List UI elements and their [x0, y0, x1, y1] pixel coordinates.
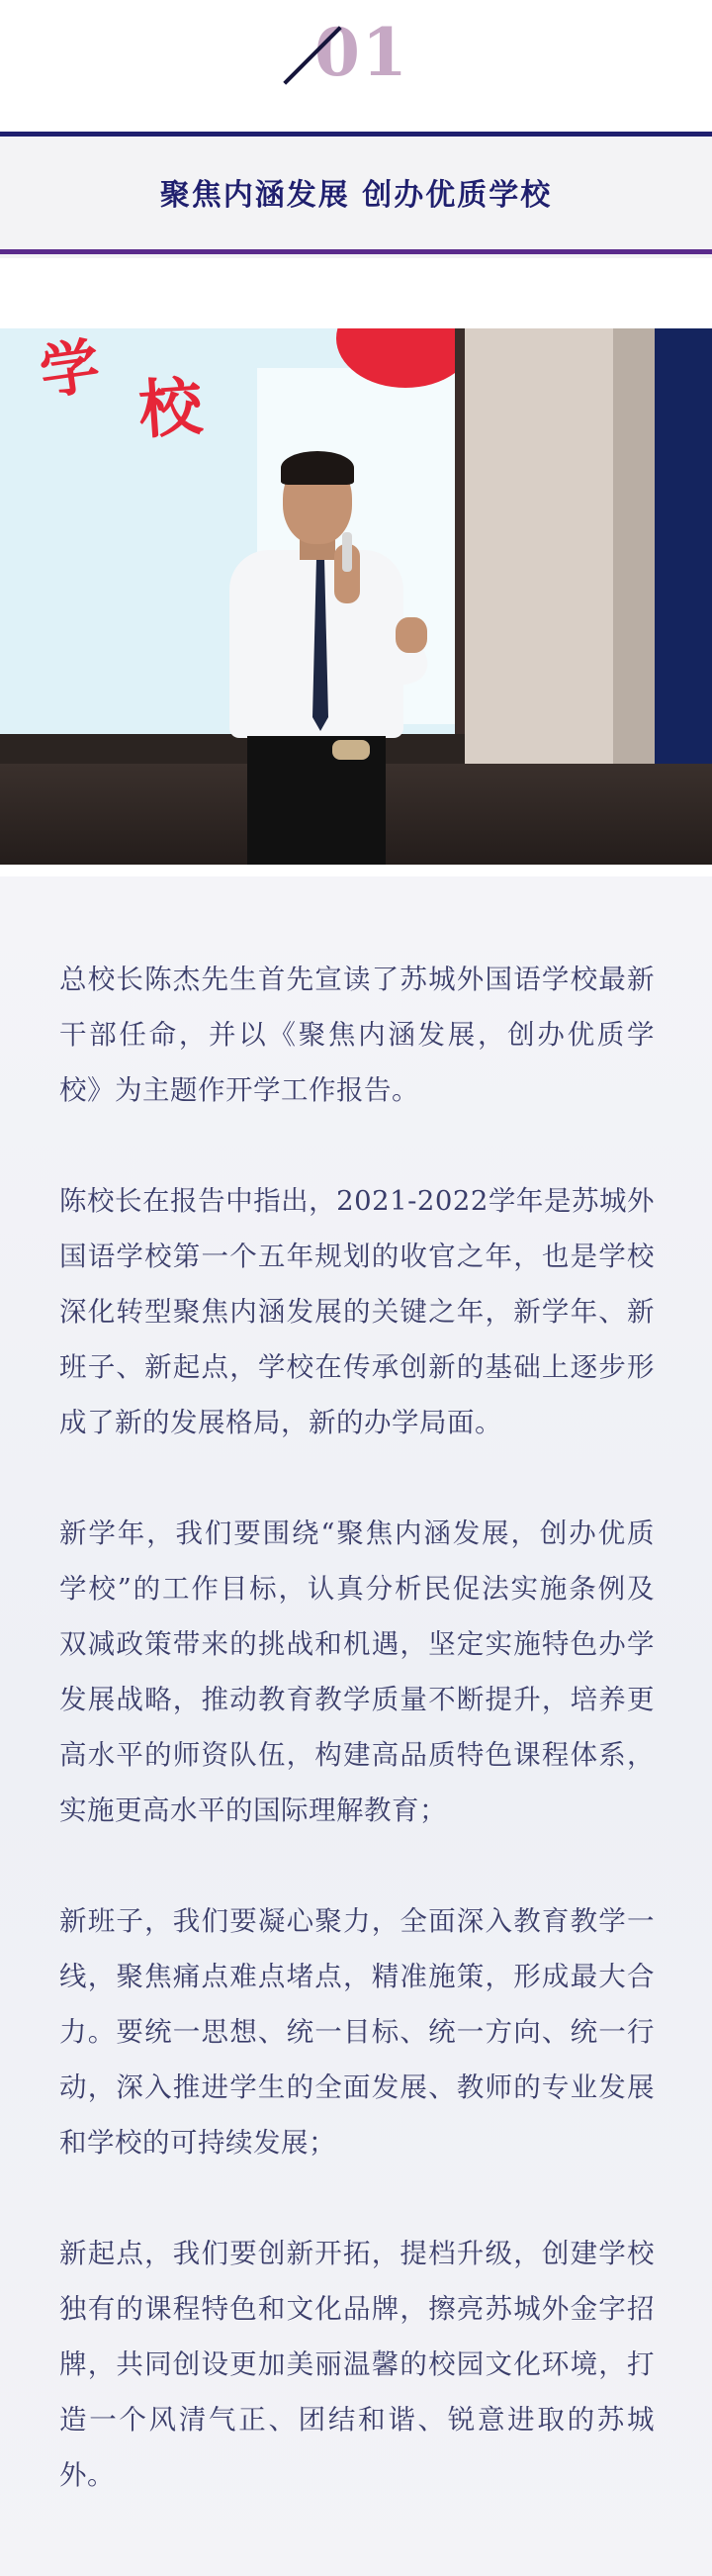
section-number-badge — [297, 12, 415, 101]
section-header — [0, 0, 712, 326]
paragraph-1: 总校长陈杰先生首先宣读了苏城外国语学校最新干部任命，并以《聚焦内涵发展，创办优质学校》为主题作开学工作报告。 — [59, 964, 655, 1106]
section-number: 01 — [314, 14, 409, 91]
screen-text-2: 校 — [135, 370, 205, 449]
speaker-photo — [0, 328, 712, 865]
title-band-top-rule — [0, 132, 712, 137]
title-band-bottom-rule — [0, 249, 712, 254]
paragraph-3: 新学年，我们要围绕“聚焦内涵发展，创办优质学校”的工作目标，认真分析民促法实施条例及双减政策带来的挑战和机遇，坚定实施特色办学发展战略，推动教育教学质量不断提升，培养更高水平的师资队伍，构建高品质特色课程体系，实施更高水平的国际理解教育； — [59, 1518, 655, 1826]
paragraph-4: 新班子，我们要凝心聚力，全面深入教育教学一线，聚焦痛点难点堵点，精准施策，形成最大合力。要统一思想、统一目标、统一方向、统一行动，深入推进学生的全面发展、教师的专业发展和学校的可持续发展； — [59, 1905, 655, 2159]
speaker-gesturing-hand — [396, 617, 427, 653]
paragraph-2: 陈校长在报告中指出，2021-2022学年是苏城外国语学校第一个五年规划的收官之年，也是学校深化转型聚焦内涵发展的关键之年，新学年、新班子、新起点，学校在传承创新的基础上逐步形成了新的发展格局，新的办学局面。 — [59, 1185, 655, 1438]
screen-text-1: 学 — [36, 331, 105, 409]
section-title: 聚焦内涵发展 创办优质学校 — [159, 178, 553, 213]
article-body — [0, 876, 712, 2576]
microphone — [342, 532, 352, 572]
paragraph-5: 新起点，我们要创新开拓，提档升级，创建学校独有的课程特色和文化品牌，擦亮苏城外金字招牌，共同创设更加美丽温馨的校园文化环境，打造一个风清气正、团结和谐、锐意进取的苏城外。 — [59, 2238, 655, 2491]
